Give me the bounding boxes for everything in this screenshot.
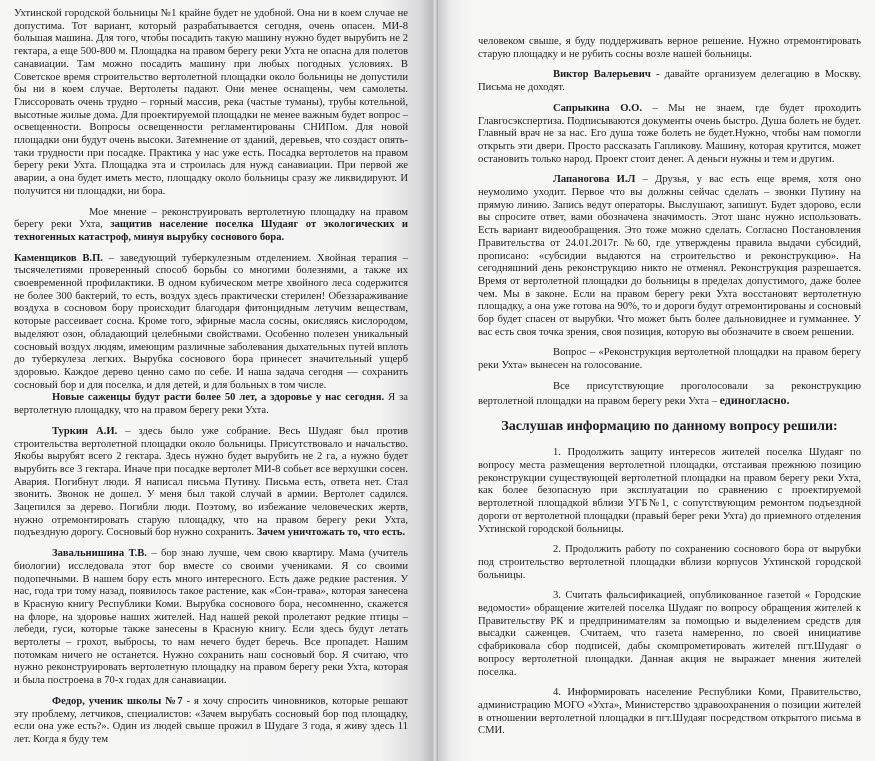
right-page (438, 0, 875, 761)
speech-text: – заведующий туберкулезным отделением. Хвойная терапия – тысячелетиями проверенный способ борьбы со многими болезнями, а также их своевременной профилактики. В одном кубическом метре хвойного леса содержится не более 300 бактерий, то есть, воздух здесь практически стерилен! Обеззараживание воздуха в сосновом бору происходит благодаря фитонцидным летучим веществам, которые рассеивает сосна. Кроме того, эфирные масла сосны, окисляясь кислородом, выделяют озон, обладающий целебными свойствами. Особенно полезен уникальный сосновый воздух людям, имеющим различные заболевания дыхательных путей вплоть до туберкулеза легких. Вырубка соснового бора принесет значительный ущерб здоровью. Каждое дерево ценно само по себе. И наша задача сегодня — сохранить сосновый бор и для поселка, и для детей, и для больных в том числе. (14, 252, 408, 391)
speaker-name: Лапаногова И.Л (553, 174, 636, 186)
speech-text: - я хочу спросить чиновников, которые решают эту проблему, летчиков, специалистов: «Зачем вырубать сосновый бор под площадку, если она уже есть?». Один из людей свыше прожил в Шудаге 3 года, я живу здесь 11 лет. Когда я буду тем (14, 695, 408, 745)
speaker-name: Каменщиков В.П. (14, 252, 103, 264)
speaker-name: Туркин А.И. (52, 425, 118, 437)
opinion-text: Мое мнение – реконструировать вертолетную площадку на правом берегу реки Ухта, (14, 206, 408, 231)
paragraph-opinion (14, 207, 408, 245)
speech-saprykina (478, 103, 861, 167)
vote-question: Вопрос – «Реконструкция вертолетной площадки на правом берегу реки Ухта» вынесен на голосование. (478, 347, 861, 372)
paragraph-hospital-site: Ухтинской городской больницы №1 крайне будет не удобной. Она ни в коем случае не допустима. Тот вариант, который разрабатывается сегодня, очень опасен. МИ-8 большая машина. Для того, чтобы посадить такую машину нужно будет вырубить не 2 гектара, а еще 500-800 м. Площадка на правом берегу реки Ухта не опасна для полетов санавиации. Там можно посадить машину при любых погодных условиях. В Советское время строительство вертолетной площадки около больницы не допустили бы ни в коем случае. Вертолеты падают. Они менее оснащены, чем самолеты. Глиссоровать очень трудно – горный массив, река (частые туманы), трубы котельной, высотные жилые дома. Для проектируемой площадки не менее важным будет вопрос – освещенности. Вопросы освещенности регламентированы СНИПом. Для новой площадки они будут очень высоки. Затемнение от зданий, деревьев, что создаст опять-таки трудности при посадке. Практика у нас уже есть. Посадка вертолетов на правом берегу реки Ухта. Площадка эта и строилась для нужд санавиации. При первой же аварии, а она будет иметь место, площадку около больницы сразу же ликвидируют. И получится ни площадки, ни бора. (14, 8, 408, 197)
speech-fedor (14, 696, 408, 747)
decision-item-3: 3. Считать фальсификацией, опубликованное газетой « Городские ведомости» обращение жителей поселка Шудаяг по вопросу обращения жителей к Правительству РК и предпринимателям за помощью и выделением средств для высадки саженцев. Считаем, что газета намеренно, по своей инициативе сфабриковала сбор подписей, дабы скомпрометировать жителей пгт.Шудаяг о вопросу вертолетной площадки. Данная акция не выражает мнения жителей поселка. (478, 590, 861, 678)
speech-text: – Друзья, у вас есть еще время, хотя оно неумолимо уходит. Первое что вы должны сейчас сделать – звонки Путину на прямую линию. Запись ведут операторы. Выслушают, запишут. Будет здорово, если вы спросите ответ, вами обозначена значимость. Этот шанс нужно использовать. Есть вариант видеообращения. Это тоже можно сделать. Согласно Постановления Правительства от 24.01.2017г. №60, где утверждены правила выдачи субсидий, прописано: «субсидии выдаются на строительство и реконструкцию». На сегодняшний день реконструкцию никто не отменял. Реконструкция разрешается. Время от вертолетной площадки до больницы в пределах допустимого, даже более чем. Мы в законе. Если на правом берегу реки Ухта восстановят вертолетную площадку, а она уже готова на 90%, то и дороги будут отремонтированы и сосновый бор будет спасен от вырубки. Что может быть более дальновиднее и гумманнее. У вас есть своя точка зрения, своя позиция, которую вы обозначите в своем решении. (478, 174, 861, 338)
speech-text: – бор знаю лучше, чем свою квартиру. Мама (учитель биологии) исследовала этот бор вместе со своими учениками. Я со своими подопечными. В нашем бору есть много интересного. Есть даже редкие растения. У нас, года три тому назад, появилось такое растение, как «Сон-трава», которая занесена в Красную книгу Республики Коми. Вырубка соснового бора, несомненно, скажется на флоре, на здоровье наших жителей. Над нашей рекой пролетают редкие птицы – лебеди, гуси, которые также занесены в Красную книгу. Если здесь будут летать вертолеты – грохот, выбросы, то нам нечего будет беречь. Все пропадет. Нашим потомкам ничего не останется. Нужно сохранить наш сосновый бор. Я считаю, что нужно реконструировать вертолетную площадку на правом берегу реки Ухта, которая и была построена в 70-х годах для санавиации. (14, 548, 408, 687)
vote-unanimous: единогласно. (719, 392, 790, 407)
paragraph-seedlings (14, 392, 408, 417)
seedlings-bold: Новые саженцы будут расти более 50 лет, а здоровье у нас сегодня. (52, 392, 385, 404)
speech-zavalnishina (14, 548, 408, 688)
speech-kamenshchikov (14, 253, 408, 393)
speech-text: - давайте организуем делегацию в Москву. Письма не доходят. (478, 69, 861, 94)
paragraph-continuation: человеком свыше, я буду поддерживать верное решение. Нужно отремонтировать старую площадку и не рубить сосны возле нашей больницы. (478, 36, 861, 60)
speaker-name: Виктор Валерьевич (553, 69, 651, 81)
vote-result (478, 381, 861, 408)
speech-bold: Зачем уничтожать то, что есть. (256, 527, 406, 539)
speech-text: – здесь было уже собрание. Весь Шудаяг был против строительства вертолетной площадки около больницы. Присутствовало и начальство. Якобы вырубят всего 2 гектара. Здесь нужно будет вырубить не 2 га, а нужно будет вырубить все 3 гектара. Иначе при посадке вертолет МИ-8 собьет все верхушки сосен. Авария. Погибнут люди. Я написал письма Путину. Письма есть, ответа нет. Стал звонить. Звонок не дошел. У меня был такой случай в армии. Вертолет садился. Зацепился за дерево. Погибли люди. Поэтому, во избежание человеческих жертв, нужно отремонтировать старую площадку, что на правом берегу реки Ухта, подъездную дорогу. Сосновый бор нужно сохранить. (14, 425, 409, 539)
speech-lapanogova (478, 174, 861, 339)
decision-heading: Заслушав информацию по данному вопросу решили: (501, 419, 838, 435)
decision-item-4: 4. Информировать население Республики Коми, Правительство, администрацию МОГО «Ухта», Министерство здравоохранения о позиции жителей в отношении вертолетной площадки в пгт.Шудаяг посредством открытого письма в СМИ. (478, 687, 861, 737)
seedlings-text: Я за вертолетную площадку, что на правом берегу реки Ухта. (14, 392, 409, 417)
speaker-name: Федор, ученик школы №7 (52, 695, 183, 707)
speaker-name: Сапрыкина О.О. (553, 102, 642, 114)
speech-turkin (14, 426, 408, 540)
vote-text: Все присутствующие проголосовали за реконструкцию вертолетной площадки на правом берегу реки Ухта – (478, 380, 861, 407)
left-page (0, 0, 432, 761)
speech-text: – Мы не знаем, где будет проходить Главгосэкспертиза. Подписываются документы очень быстро. Душа болеть не будет. Главный врач не за нас. Его душа тоже болеть не будет.Нужно, чтобы нам помогли открыть эти двери. Просто рассказать Гапликову. Машину, которая крутится, может остановить только народ. Проект стоит денег. А деньги нужны и тем и другим. (478, 102, 861, 165)
speaker-name: Завальнишина Т.В. (52, 548, 147, 560)
speech-viktor (478, 69, 861, 94)
decision-item-2: 2. Продолжить работу по сохранению соснового бора от вырубки под строительство вертолетной площадки вблизи корпусов Ухтинской городской больницы. (478, 544, 861, 581)
decision-item-1: 1. Продолжить защиту интересов жителей поселка Шудаяг по вопросу места размещения вертолетной площадки, отстаивая прежнюю позицию реконструкции существующей вертолетной площадки на правом берегу реки Ухта, как более безопасную при эксплуатации по сравнению с проектируемой вертолетной площадкой вблизи УГБ№1, с сопутствующим ремонтом подъездной дороги от вертолетной площадки (правый берег реки Ухта) до приемного отделения Ухтинской городской больницы. (478, 447, 861, 535)
opinion-bold: защитив население поселка Шудаяг от экологических и техногенных катастроф, минуя вырубку соснового бора. (14, 219, 409, 243)
